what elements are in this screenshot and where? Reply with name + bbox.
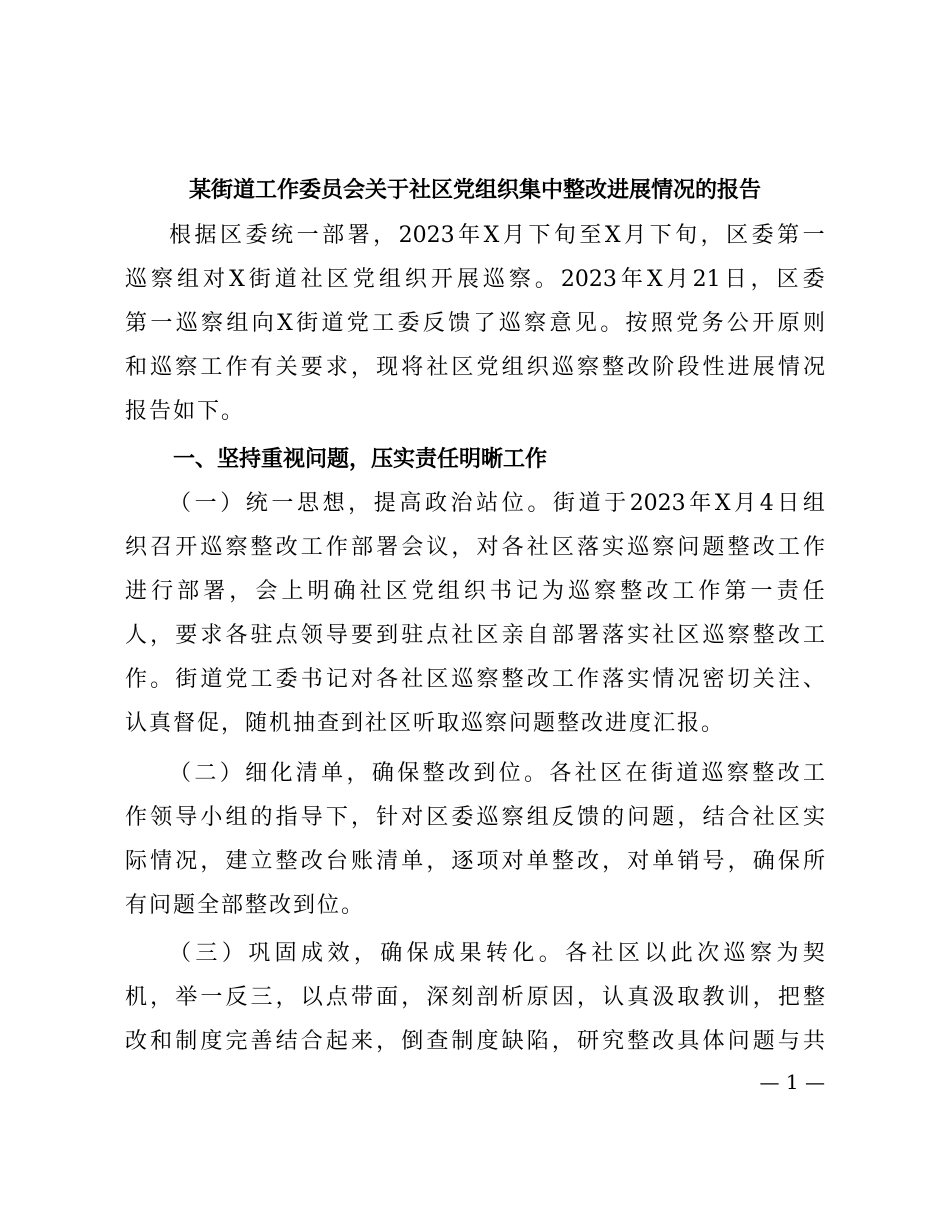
page-number: — 1 — xyxy=(759,1070,825,1094)
paragraph-2 xyxy=(125,752,825,928)
section-heading-text: 一、坚持重视问题，压实责任明晰工作 xyxy=(173,447,548,472)
text-line: （ 一 ） 统 一 思 想 ， 提 高 政 治 站 位 。 街 道 于 2023 年 X 月 4 日 组 xyxy=(169,491,825,516)
text-line: （ 三 ） 巩 固 成 效 ， 确 保 成 果 转 化 。 各 社 区 以 此 次 巡 察 为 契 xyxy=(169,941,825,966)
intro-paragraph xyxy=(125,214,825,434)
section-heading-1 xyxy=(125,438,825,482)
text-line: 巡 察 组 对 X 街 道 社 区 党 组 织 开 展 巡 察 。 2023 年 X 月 21 日 ， 区 委 xyxy=(125,267,825,292)
text-line: （ 二 ） 细 化 清 单 ， 确 保 整 改 到 位 。 各 社 区 在 街 道 巡 察 整 改 工 xyxy=(169,761,825,786)
text-line: 第 一 巡 察 组 向 X 街 道 党 工 委 反 馈 了 巡 察 意 见 。 按 照 党 务 公 开 原 则 xyxy=(125,311,825,336)
text-line: 机 ， 举 一 反 三 ， 以 点 带 面 ， 深 刻 剖 析 原 因 ， 认 真 汲 取 教 训 ， 把 整 xyxy=(125,985,825,1010)
paragraph-1 xyxy=(125,482,825,746)
text-line: 际 情 况 ， 建 立 整 改 台 账 清 单 ， 逐 项 对 单 整 改 ， 对 单 销 号 ， 确 保 所 xyxy=(125,849,825,874)
text-line: 改 和 制 度 完 善 结 合 起 来 ， 倒 查 制 度 缺 陷 ， 研 究 整 改 具 体 问 题 与 共 xyxy=(125,1029,825,1054)
text-line: 织 召 开 巡 察 整 改 工 作 部 署 会 议 ， 对 各 社 区 落 实 巡 察 问 题 整 改 工 作 xyxy=(125,535,825,560)
text-line: 有问题全部整改到位。 xyxy=(125,893,366,918)
text-line: 报告如下。 xyxy=(125,399,246,424)
text-line: 进 行 部 署 ， 会 上 明 确 社 区 党 组 织 书 记 为 巡 察 整 改 工 作 第 一 责 任 xyxy=(125,579,825,604)
document-title: 某街道工作委员会关于社区党组织集中整改进展情况的报告 xyxy=(188,177,761,203)
text-line: 根 据 区 委 统 一 部 署 ， 2023 年 X 月 下 旬 至 X 月 下 旬 ， 区 委 第 一 xyxy=(169,223,825,248)
text-line: 作 领 导 小 组 的 指 导 下 ， 针 对 区 委 巡 察 组 反 馈 的 问 题 ， 结 合 社 区 实 xyxy=(125,805,825,830)
text-line: 和 巡 察 工 作 有 关 要 求 ， 现 将 社 区 党 组 织 巡 察 整 改 阶 段 性 进 展 情 况 xyxy=(125,355,825,380)
paragraph-3 xyxy=(125,932,825,1064)
text-line: 认真督促，随机抽查到社区听取巡察问题整改进度汇报。 xyxy=(125,711,726,736)
text-line: 人 ， 要 求 各 驻 点 领 导 要 到 驻 点 社 区 亲 自 部 署 落 实 社 区 巡 察 整 改 工 xyxy=(125,623,825,648)
text-line: 作 。 街 道 党 工 委 书 记 对 各 社 区 巡 察 整 改 工 作 落 实 情 况 密 切 关 注 、 xyxy=(125,667,825,692)
